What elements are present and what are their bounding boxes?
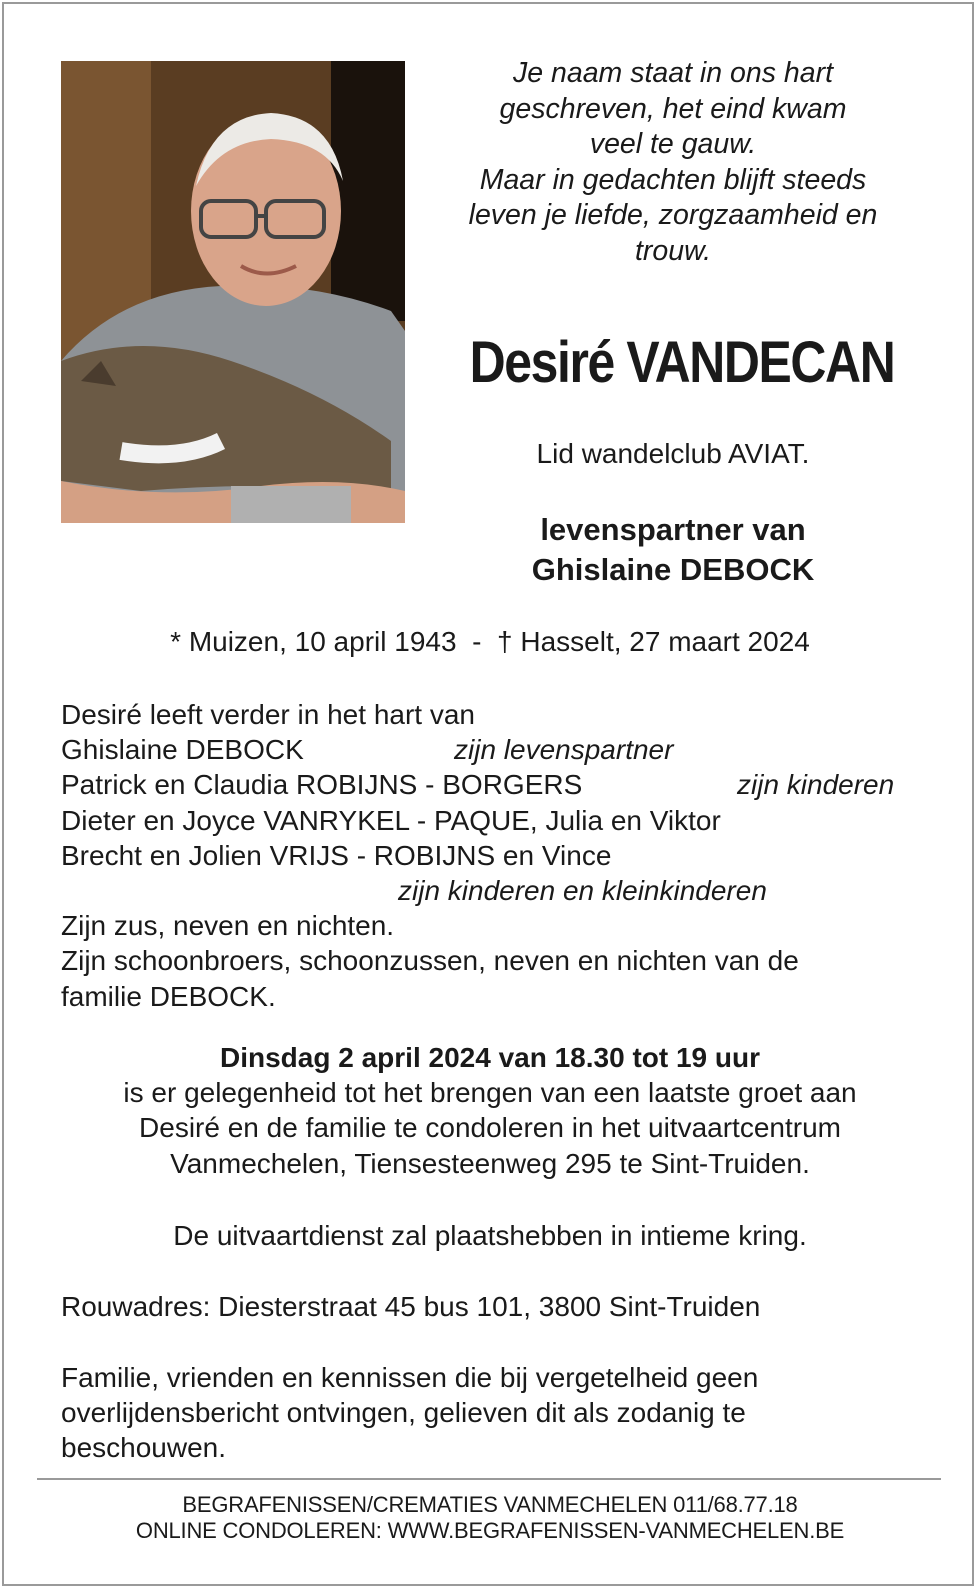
deceased-name: Desiré VANDECAN <box>469 330 895 395</box>
portrait-photo-icon <box>61 61 405 523</box>
family-row <box>61 767 941 802</box>
mourning-address: Rouwadres: Diesterstraat 45 bus 101, 3800 Sint-Truiden <box>61 1291 761 1322</box>
family-member: Patrick en Claudia ROBIJNS - BORGERS <box>61 769 583 801</box>
poem-line: trouw. <box>634 234 712 267</box>
notice-line: overlijdensbericht ontvingen, gelieven dit als zodanig te <box>61 1397 746 1429</box>
family-relation: zijn levenspartner <box>454 734 674 766</box>
memorial-poem <box>436 56 910 269</box>
family-row <box>61 873 941 908</box>
partner-label: levenspartner van <box>540 512 806 547</box>
notice-line: beschouwen. <box>61 1432 227 1464</box>
date-separator: - <box>472 626 482 657</box>
obituary-card <box>2 2 974 1586</box>
death-date: † Hasselt, 27 maart 2024 <box>497 626 810 657</box>
family-relation: zijn kinderen en kleinkinderen <box>398 874 767 906</box>
partner-name: Ghislaine DEBOCK <box>531 552 815 587</box>
portrait-photo <box>61 61 405 523</box>
birth-date: * Muizen, 10 april 1943 <box>170 626 457 657</box>
notice-text <box>61 1360 941 1466</box>
funeral-home-footer <box>4 1492 976 1544</box>
family-member: familie DEBOCK. <box>61 980 276 1012</box>
poem-line: leven je liefde, zorgzaamheid en <box>468 199 878 231</box>
partner-block <box>436 510 910 590</box>
ceremony-info: De uitvaartdienst zal plaatshebben in intieme kring. <box>173 1220 807 1251</box>
visitation-date: Dinsdag 2 april 2024 van 18.30 tot 19 uur <box>220 1042 760 1073</box>
family-member: Dieter en Joyce VANRYKEL - PAQUE, Julia en Viktor <box>61 804 721 836</box>
poem-line: veel te gauw. <box>589 128 757 160</box>
notice-line: Familie, vrienden en kennissen die bij vergetelheid geen <box>61 1362 759 1393</box>
family-member: Zijn schoonbroers, schoonzussen, neven en nichten van de <box>61 945 799 977</box>
visitation-text: Desiré en de familie te condoleren in het uitvaartcentrum <box>139 1112 841 1144</box>
footer-divider <box>37 1478 941 1480</box>
visitation-info <box>44 1040 936 1181</box>
family-relation: zijn kinderen <box>737 769 895 801</box>
family-member: Brecht en Jolien VRIJS - ROBIJNS en Vince <box>61 839 612 871</box>
poem-line: Je naam staat in ons hart <box>512 57 833 89</box>
funeral-home-contact: BEGRAFENISSEN/CREMATIES VANMECHELEN 011/68.77.18 <box>182 1492 798 1517</box>
family-member: Ghislaine DEBOCK <box>61 734 304 766</box>
family-row <box>61 732 941 767</box>
club-membership: Lid wandelclub AVIAT. <box>536 438 810 469</box>
life-dates <box>4 626 976 658</box>
visitation-text: Vanmechelen, Tiensesteenweg 295 te Sint-Truiden. <box>170 1147 810 1179</box>
family-member: Zijn zus, neven en nichten. <box>61 910 395 942</box>
visitation-text: is er gelegenheid tot het brengen van een laatste groet aan <box>123 1077 857 1109</box>
poem-line: geschreven, het eind kwam <box>499 92 847 125</box>
family-list <box>61 697 941 1014</box>
online-condolence-link[interactable]: ONLINE CONDOLEREN: WWW.BEGRAFENISSEN-VANMECHELEN.BE <box>135 1518 845 1543</box>
poem-line: Maar in gedachten blijft steeds <box>479 163 867 196</box>
family-intro: Desiré leeft verder in het hart van <box>61 699 475 730</box>
